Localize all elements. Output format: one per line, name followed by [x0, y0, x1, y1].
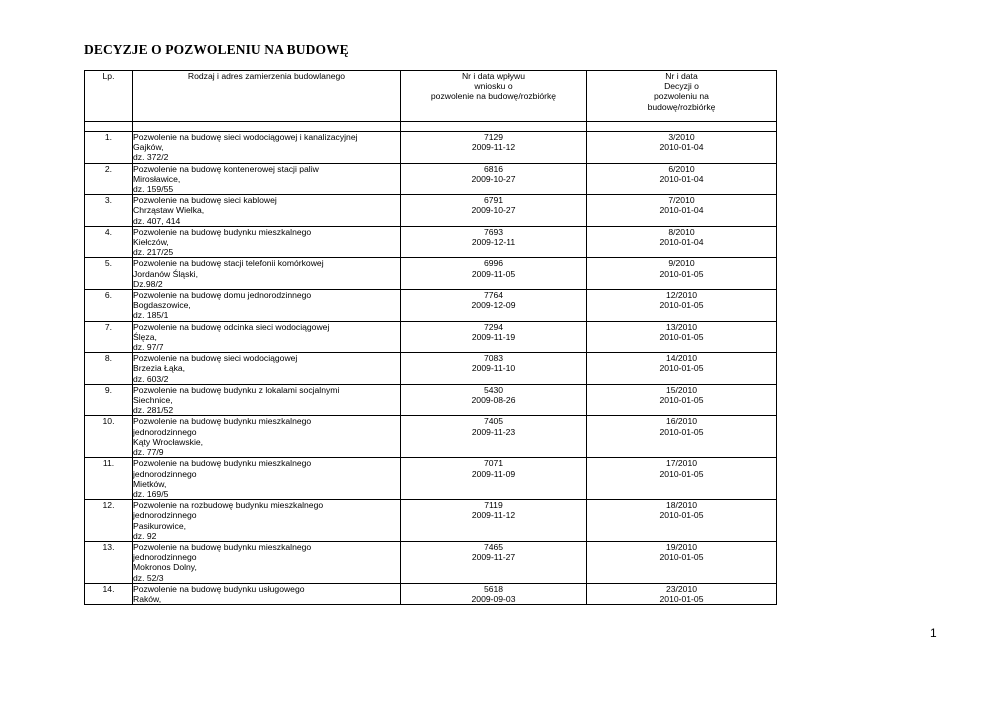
row-number: 3. — [85, 195, 133, 227]
table-row — [85, 226, 777, 258]
row-application: 7071 2009-11-09 — [401, 458, 587, 500]
row-description: Pozwolenie na budowę domu jednorodzinnego Bogdaszowice, dz. 185/1 — [133, 290, 401, 322]
table-row — [85, 321, 777, 353]
table-row — [85, 163, 777, 195]
table-row — [85, 458, 777, 500]
row-application: 7119 2009-11-12 — [401, 500, 587, 542]
row-description: Pozwolenie na budowę budynku mieszkalnego jednorodzinnego Kąty Wrocławskie, dz. 77/9 — [133, 416, 401, 458]
row-number: 7. — [85, 321, 133, 353]
row-decision: 19/2010 2010-01-05 — [587, 541, 777, 583]
row-description: Pozwolenie na budowę sieci wodociągowej Brzezia Łąka, dz. 603/2 — [133, 353, 401, 385]
row-decision: 12/2010 2010-01-05 — [587, 290, 777, 322]
row-number: 2. — [85, 163, 133, 195]
spacer-cell — [401, 122, 587, 132]
row-description: Pozwolenie na budowę stacji telefonii komórkowej Jordanów Śląski, Dz.98/2 — [133, 258, 401, 290]
row-application: 6816 2009-10-27 — [401, 163, 587, 195]
row-number: 9. — [85, 384, 133, 416]
row-application: 7465 2009-11-27 — [401, 541, 587, 583]
row-number: 11. — [85, 458, 133, 500]
row-description: Pozwolenie na budowę sieci kablowej Chrząstaw Wielka, dz. 407, 414 — [133, 195, 401, 227]
row-decision: 3/2010 2010-01-04 — [587, 132, 777, 164]
row-number: 5. — [85, 258, 133, 290]
row-application: 5618 2009-09-03 — [401, 583, 587, 604]
row-decision: 13/2010 2010-01-05 — [587, 321, 777, 353]
row-number: 13. — [85, 541, 133, 583]
row-decision: 18/2010 2010-01-05 — [587, 500, 777, 542]
row-description: Pozwolenie na budowę budynku z lokalami socjalnymi Siechnice, dz. 281/52 — [133, 384, 401, 416]
table-row — [85, 583, 777, 604]
decisions-table — [84, 70, 777, 605]
row-number: 8. — [85, 353, 133, 385]
row-decision: 14/2010 2010-01-05 — [587, 353, 777, 385]
row-decision: 17/2010 2010-01-05 — [587, 458, 777, 500]
row-application: 6996 2009-11-05 — [401, 258, 587, 290]
table-row — [85, 195, 777, 227]
table-row — [85, 384, 777, 416]
document-title: DECYZJE O POZWOLENIU NA BUDOWĘ — [84, 42, 349, 57]
row-description: Pozwolenie na budowę budynku mieszkalnego Kiełczów, dz. 217/25 — [133, 226, 401, 258]
row-decision: 8/2010 2010-01-04 — [587, 226, 777, 258]
header-lp: Lp. — [85, 71, 133, 122]
row-description: Pozwolenie na budowę budynku mieszkalnego jednorodzinnego Mokronos Dolny, dz. 52/3 — [133, 541, 401, 583]
row-decision: 16/2010 2010-01-05 — [587, 416, 777, 458]
row-application: 7405 2009-11-23 — [401, 416, 587, 458]
page-number: 1 — [930, 626, 937, 640]
row-number: 4. — [85, 226, 133, 258]
row-decision: 6/2010 2010-01-04 — [587, 163, 777, 195]
table-row — [85, 132, 777, 164]
table-row — [85, 541, 777, 583]
row-application: 7294 2009-11-19 — [401, 321, 587, 353]
table-spacer-row — [85, 122, 777, 132]
row-decision: 15/2010 2010-01-05 — [587, 384, 777, 416]
header-description: Rodzaj i adres zamierzenia budowlanego — [133, 71, 401, 122]
row-description: Pozwolenie na budowę sieci wodociągowej i kanalizacyjnej Gajków, dz. 372/2 — [133, 132, 401, 164]
table-row — [85, 258, 777, 290]
row-number: 12. — [85, 500, 133, 542]
spacer-cell — [85, 122, 133, 132]
table-row — [85, 353, 777, 385]
row-application: 6791 2009-10-27 — [401, 195, 587, 227]
row-description: Pozwolenie na rozbudowę budynku mieszkalnego jednorodzinnego Pasikurowice, dz. 92 — [133, 500, 401, 542]
row-application: 7083 2009-11-10 — [401, 353, 587, 385]
row-number: 14. — [85, 583, 133, 604]
header-application: Nr i data wpływu wniosku o pozwolenie na budowę/rozbiórkę — [401, 71, 587, 122]
row-number: 1. — [85, 132, 133, 164]
row-description: Pozwolenie na budowę budynku usługowego Raków, — [133, 583, 401, 604]
row-decision: 23/2010 2010-01-05 — [587, 583, 777, 604]
spacer-cell — [587, 122, 777, 132]
table-row — [85, 500, 777, 542]
table-row — [85, 416, 777, 458]
header-decision: Nr i data Decyzji o pozwoleniu na budowę/rozbiórkę — [587, 71, 777, 122]
row-description: Pozwolenie na budowę kontenerowej stacji paliw Mirosławice, dz. 159/55 — [133, 163, 401, 195]
row-decision: 7/2010 2010-01-04 — [587, 195, 777, 227]
row-application: 7129 2009-11-12 — [401, 132, 587, 164]
table-row — [85, 290, 777, 322]
row-application: 7764 2009-12-09 — [401, 290, 587, 322]
row-decision: 9/2010 2010-01-05 — [587, 258, 777, 290]
row-application: 7693 2009-12-11 — [401, 226, 587, 258]
row-application: 5430 2009-08-26 — [401, 384, 587, 416]
spacer-cell — [133, 122, 401, 132]
row-description: Pozwolenie na budowę budynku mieszkalnego jednorodzinnego Mietków, dz. 169/5 — [133, 458, 401, 500]
row-number: 6. — [85, 290, 133, 322]
table-header-row — [85, 71, 777, 122]
row-number: 10. — [85, 416, 133, 458]
row-description: Pozwolenie na budowę odcinka sieci wodociągowej Ślęza, dz. 97/7 — [133, 321, 401, 353]
